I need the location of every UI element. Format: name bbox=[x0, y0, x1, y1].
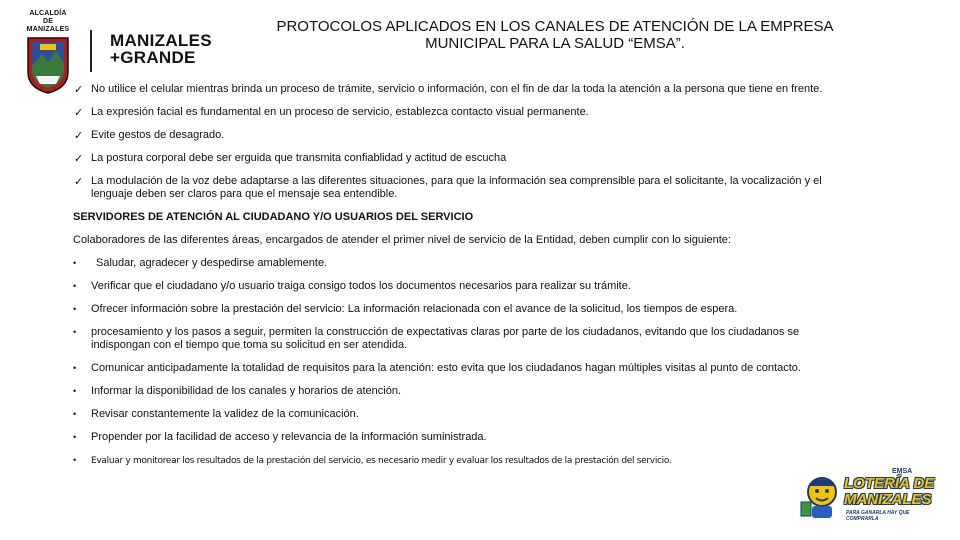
check-item-1: No utilice el celular mientras brinda un proceso de trámite, servicio o información, con el fin de dar la toda la atención a la persona que tiene en frente. bbox=[91, 83, 823, 95]
check-icon: ✓ bbox=[74, 153, 84, 165]
loteria-de-manizales-logo bbox=[800, 468, 935, 526]
check-item-5-line2: lenguaje deben ser claros para que el mensaje sea entendible. bbox=[91, 188, 398, 200]
alcaldia-logo-text-2: DE MANIZALES bbox=[26, 18, 70, 33]
loteria-tagline: PARA GANARLA HAY QUE COMPRARLA bbox=[846, 510, 910, 522]
alcaldia-logo-text-1: ALCALDÍA bbox=[29, 10, 67, 17]
bullet-item-1: Saludar, agradecer y despedirse amablemente. bbox=[96, 257, 328, 269]
manizales-grande-logo bbox=[110, 31, 212, 72]
manizales-logo-line1: MANIZALES bbox=[110, 31, 212, 50]
loteria-emsa-label: EMSA bbox=[892, 468, 913, 475]
bullet-icon: • bbox=[73, 258, 77, 268]
page-title-line1: PROTOCOLOS APLICADOS EN LOS CANALES DE ATENCIÓN DE LA EMPRESA bbox=[276, 18, 834, 35]
bullet-item-4-line2: indispongan con el tiempo que toma su solicitud en ser atendida. bbox=[91, 339, 408, 351]
shield-icon bbox=[26, 36, 70, 94]
check-icon: ✓ bbox=[74, 84, 84, 96]
intro-text: Colaboradores de las diferentes áreas, encargados de atender el primer nivel de servicio de la Entidad, deben cumplir con lo siguiente: bbox=[73, 234, 731, 246]
bullet-item-4-line1: procesamiento y los pasos a seguir, permiten la construcción de expectativas claras por parte de los ciudadanos, evitando que los ciudadanos se bbox=[91, 326, 800, 338]
page-title bbox=[235, 18, 875, 52]
bullet-item-2: Verificar que el ciudadano y/o usuario traiga consigo todos los documentos necesarios para realizar su trámite. bbox=[91, 280, 631, 292]
bullet-icon: • bbox=[73, 281, 77, 291]
section-heading: SERVIDORES DE ATENCIÓN AL CIUDADANO Y/O USUARIOS DEL SERVICIO bbox=[73, 211, 474, 223]
page-title-line2: MUNICIPAL PARA LA SALUD “EMSA”. bbox=[425, 35, 685, 52]
bullet-icon: • bbox=[73, 455, 77, 465]
bullet-item-6: Informar la disponibilidad de los canales y horarios de atención. bbox=[91, 385, 402, 397]
manizales-logo-line2: +GRANDE bbox=[110, 48, 196, 67]
loteria-line1: LOTERÍA DE bbox=[844, 475, 935, 492]
mascot-icon bbox=[800, 472, 842, 522]
alcaldia-logo bbox=[22, 10, 74, 88]
header-divider bbox=[90, 30, 92, 72]
bullet-icon: • bbox=[73, 432, 77, 442]
check-icon: ✓ bbox=[74, 176, 84, 188]
check-icon: ✓ bbox=[74, 107, 84, 119]
check-icon: ✓ bbox=[74, 130, 84, 142]
bullet-item-3: Ofrecer información sobre la prestación del servicio: La información relacionada con el avance de la solicitud, los tiempos de espera. bbox=[91, 303, 738, 315]
bullet-icon: • bbox=[73, 409, 77, 419]
check-item-3: Evite gestos de desagrado. bbox=[91, 129, 225, 141]
bullet-item-7: Revisar constantemente la validez de la comunicación. bbox=[91, 408, 359, 420]
bullet-icon: • bbox=[73, 363, 77, 373]
loteria-line2: MANIZALES bbox=[844, 491, 932, 508]
bullet-icon: • bbox=[73, 386, 77, 396]
bullet-item-9: Evaluar y monitorear los resultados de la prestación del servicio, es necesario medir y evaluar los resultados de la prestación del servicio. bbox=[91, 456, 672, 466]
bullet-icon: • bbox=[73, 327, 77, 337]
bullet-icon: • bbox=[73, 304, 77, 314]
check-item-2: La expresión facial es fundamental en un proceso de servicio, establezca contacto visual permanente. bbox=[91, 106, 589, 118]
bullet-item-8: Propender por la facilidad de acceso y relevancia de la información suministrada. bbox=[91, 431, 487, 443]
check-item-4: La postura corporal debe ser erguida que transmita confiablidad y actitud de escucha bbox=[91, 152, 507, 164]
check-item-5-line1: La modulación de la voz debe adaptarse a las diferentes situaciones, para que la información sea comprensible para el solicitante, la vocalización y el bbox=[91, 175, 822, 187]
bullet-item-5: Comunicar anticipadamente la totalidad de requisitos para la atención: esto evita que los ciudadanos hagan múltiples visitas al punto de contacto. bbox=[91, 362, 801, 374]
